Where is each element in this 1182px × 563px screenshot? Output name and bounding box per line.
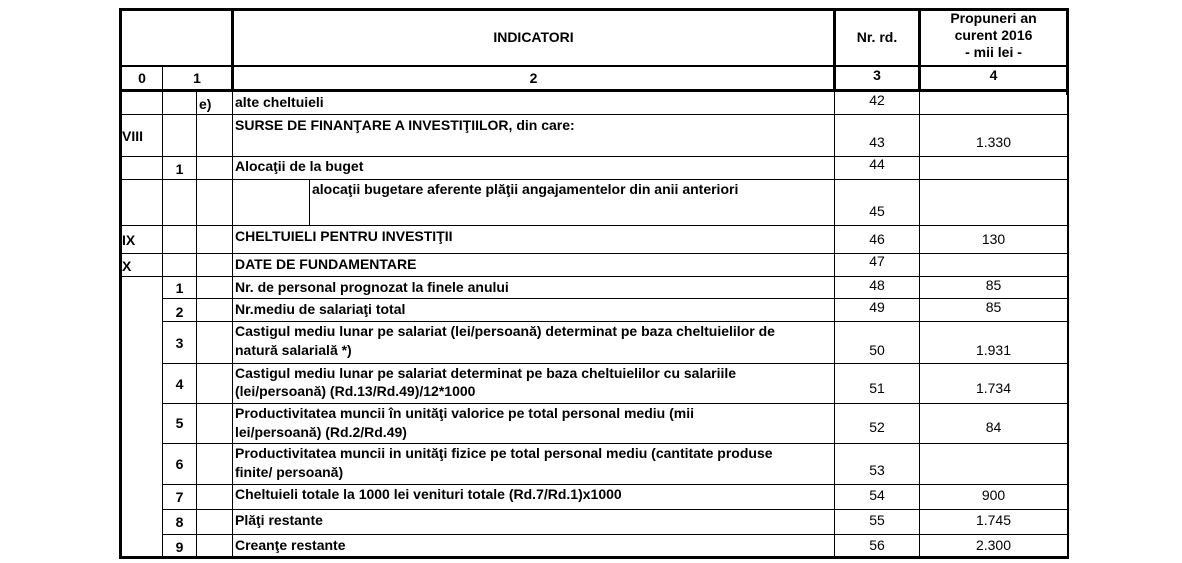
row-50-text-line1: Castigul mediu lunar pe salariat (lei/persoană) determinat pe baza cheltuielilor de: [235, 323, 775, 339]
vline-text: [232, 92, 233, 558]
header-propuneri-line2: curent 2016: [954, 27, 1033, 43]
hline-row-5: [119, 253, 1069, 254]
row-53-text-line1: Productivitatea muncii in unităţi fizice pe total personal mediu (cantitate produse: [235, 445, 773, 461]
hline-row-1: [119, 114, 1069, 115]
row-43-rd: 43: [869, 134, 885, 150]
header-propuneri-line1: Propuneri an: [950, 10, 1037, 26]
row-53-sub: 6: [175, 456, 184, 472]
row-42-rd: 42: [869, 92, 885, 108]
row-53-text-line2: finite/ persoană): [235, 464, 344, 480]
colnum-4: 4: [989, 67, 998, 83]
header-propuneri-line3: - mii lei -: [965, 44, 1022, 60]
row-50-sub: 3: [175, 335, 184, 351]
row-43-roman: VIII: [122, 128, 144, 144]
header-sep-2: [119, 89, 1069, 92]
row-47-text: DATE DE FUNDAMENTARE: [235, 256, 417, 272]
row-52-rd: 52: [869, 419, 885, 435]
row-54-text: Cheltuieli totale la 1000 lei venituri totale (Rd.7/Rd.1)x1000: [235, 486, 622, 502]
row-50-rd: 50: [869, 342, 885, 358]
row-55-rd: 55: [869, 512, 885, 528]
row-48-rd: 48: [869, 277, 885, 293]
row-56-rd: 56: [869, 537, 885, 553]
row-47-roman: X: [122, 258, 132, 274]
hline-row-13: [162, 509, 1069, 510]
row-55-val: 1.745: [975, 512, 1012, 528]
row-42-text: alte cheltuieli: [235, 94, 324, 110]
header-indicatori: INDICATORI: [493, 29, 574, 45]
row-55-sub: 8: [175, 514, 184, 530]
row-50-val: 1.931: [975, 342, 1012, 358]
hline-row-10: [162, 403, 1069, 404]
row-50-text-line2: natură salarială *): [235, 342, 352, 358]
vline-indent: [309, 179, 310, 225]
hline-row-4: [119, 225, 1069, 226]
row-46-roman: IX: [122, 232, 136, 248]
hline-row-14: [162, 534, 1069, 535]
row-42-letter: e): [199, 96, 212, 112]
header-nr-rd: Nr. rd.: [856, 29, 898, 45]
row-45-rd: 45: [869, 203, 885, 219]
row-56-text: Creanţe restante: [235, 537, 346, 553]
row-56-val: 2.300: [975, 537, 1012, 553]
row-45-text: alocaţii bugetare aferente plăţii angajamentelor din anii anteriori: [312, 181, 739, 197]
row-49-val: 85: [985, 299, 1002, 315]
row-52-sub: 5: [175, 415, 184, 431]
colnum-3: 3: [873, 67, 881, 83]
row-51-val: 1.734: [975, 380, 1012, 396]
frame-bottom: [119, 556, 1069, 559]
hline-row-11: [162, 443, 1069, 444]
row-52-text-line2: lei/persoană) (Rd.2/Rd.49): [235, 424, 407, 440]
row-46-val: 130: [981, 231, 1006, 247]
row-52-text-line1: Productivitatea muncii în unităţi valorice pe total personal mediu (mii: [235, 405, 694, 421]
row-54-sub: 7: [175, 489, 184, 505]
row-48-text: Nr. de personal prognozat la finele anului: [235, 279, 509, 295]
row-49-rd: 49: [869, 299, 885, 315]
row-46-rd: 46: [869, 231, 885, 247]
row-51-rd: 51: [869, 380, 885, 396]
row-56-sub: 9: [175, 539, 184, 555]
row-49-text: Nr.mediu de salariaţi total: [235, 301, 406, 317]
colnum-1: 1: [193, 70, 201, 86]
row-48-val: 85: [985, 277, 1002, 293]
row-53-rd: 53: [869, 462, 885, 478]
hline-row-12: [162, 484, 1069, 485]
hline-row-9: [162, 363, 1069, 364]
row-49-sub: 2: [175, 304, 184, 320]
colnum-2: 2: [529, 70, 538, 86]
row-47-rd: 47: [869, 253, 885, 269]
row-52-val: 84: [985, 419, 1002, 435]
row-46-text: CHELTUIELI PENTRU INVESTIŢII: [235, 228, 453, 244]
row-55-text: Plăţi restante: [235, 512, 323, 528]
hline-row-8: [162, 321, 1069, 322]
frame-right-body: [1067, 95, 1069, 559]
row-44-text: Alocaţii de la buget: [235, 158, 364, 174]
row-43-text: SURSE DE FINANŢARE A INVESTIŢIILOR, din care:: [235, 117, 575, 133]
row-51-sub: 4: [175, 376, 184, 392]
hline-row-2: [119, 156, 1069, 157]
vline-sub: [196, 92, 197, 558]
colnum-0: 0: [138, 70, 146, 86]
row-54-rd: 54: [869, 487, 885, 503]
budget-indicators-table: [119, 8, 1069, 559]
frame-right: [1066, 8, 1069, 95]
row-44-sub: 1: [175, 161, 184, 177]
row-44-rd: 44: [869, 156, 885, 172]
row-54-val: 900: [981, 487, 1006, 503]
row-48-sub: 1: [175, 280, 184, 296]
row-43-val: 1.330: [975, 134, 1012, 150]
hline-row-3: [119, 179, 1069, 180]
row-51-text-line2: (lei/persoană) (Rd.13/Rd.49)/12*1000: [235, 383, 476, 399]
row-51-text-line1: Castigul mediu lunar pe salariat determinat pe baza cheltuielilor cu salariile: [235, 365, 737, 381]
